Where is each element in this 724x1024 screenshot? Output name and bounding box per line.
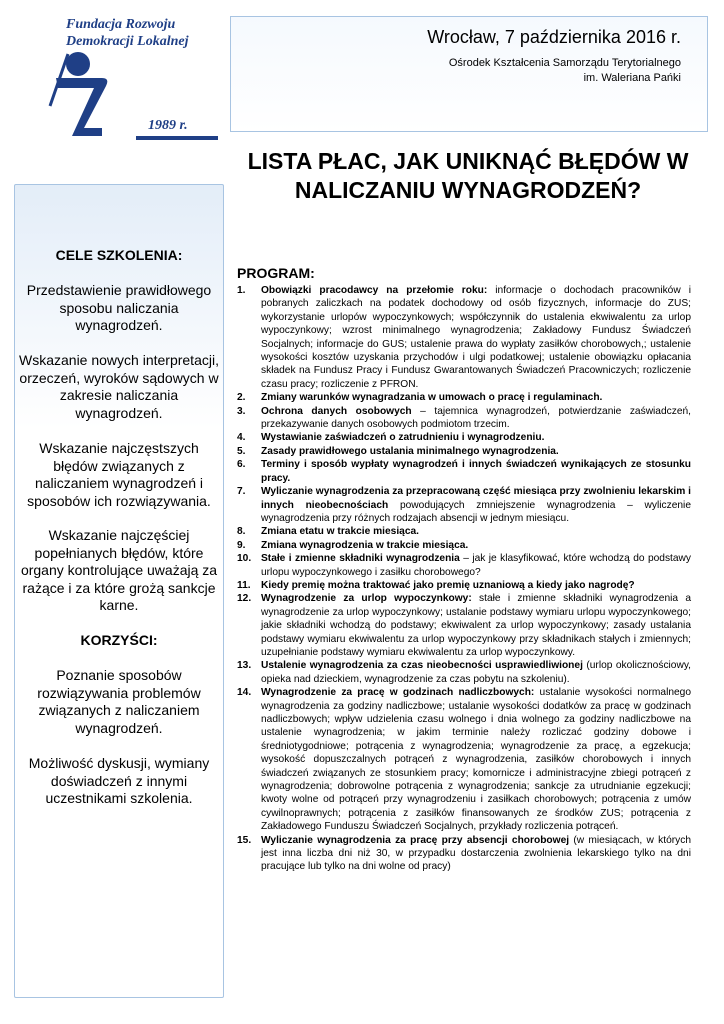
item-number: 11. xyxy=(237,579,251,591)
program-item xyxy=(237,552,691,579)
sidebar-panel xyxy=(14,184,224,998)
program-item xyxy=(237,659,691,686)
item-text: Zasady prawidłowego ustalania minimalnego wynagrodzenia. xyxy=(261,445,559,457)
organizer-line-2: im. Waleriana Pańki xyxy=(583,72,681,84)
program-item xyxy=(237,405,691,432)
item-number: 3. xyxy=(237,405,246,417)
program-list xyxy=(237,284,691,874)
goal-item: Wskazanie nowych interpretacji, orzeczeń, wyroków sądowych w zakresie naliczania wynagrodzeń. xyxy=(19,352,219,421)
item-number: 12. xyxy=(237,593,252,605)
program-item xyxy=(237,284,691,391)
item-text: Wyliczanie wynagrodzenia za pracę przy absencji chorobowej (w miesiącach, w których jest inna liczba dni niż 30, w przypadku dostarczenia zwolnienia lekarskiego tylko na dni pracujące lub tylko na dni wolne od pracy) xyxy=(261,834,691,873)
item-number: 7. xyxy=(237,486,246,498)
program-item xyxy=(237,525,691,538)
item-number: 6. xyxy=(237,459,246,471)
item-number: 15. xyxy=(237,834,252,846)
item-number: 2. xyxy=(237,392,246,404)
item-text: Wyliczanie wynagrodzenia za przepracowaną część miesiąca przy zwolnieniu lekarskim i innych nieobecnościach powodujących zmniejszenie wynagrodzenia – wyliczenie wynagrodzenia przy różnych rodzajach absencji w jednym miesiącu. xyxy=(261,486,691,524)
item-text: Ustalenie wynagrodzenia za czas nieobecności usprawiedliwionej (urlop okolicznościowy, opieka nad dzieckiem, wynagrodzenie za czas pobytu na szkoleniu). xyxy=(261,660,691,685)
item-text: Zmiana wynagrodzenia w trakcie miesiąca. xyxy=(261,539,469,551)
program-item xyxy=(237,391,691,404)
item-number: 1. xyxy=(237,285,246,296)
goal-item: Wskazanie najczęściej popełnianych błędów, które organy kontrolujące uważają za rażące i za które grożą sankcje karne. xyxy=(20,527,218,613)
item-text: Obowiązki pracodawcy na przełomie roku: informacje o dochodach pracowników i pobranych zaliczkach na podatek dochodowy od osób fizycznych, informacje do ZUS; wykorzystanie urlopów wypoczynkowych; współczynnik do ustalenia ekwiwalentu za urlop wypoczynkowy; wzrost minimalnego wynagrodzenia; Zakładowy Fundusz Świadczeń Socjalnych; informacje do GUS; ustalenie prawa do wypłaty zasiłków chorobowych,; ustalenie wysokości kosztów uzyskania przychodów i ulgi podatkowej; ustalenie obowiązku opłacania składek na Fundusz Pracy i Fundusz Gwarantowanych Świadczeń Pracowniczych; rozliczenie czasu pracy; rozliczenie z PFRON. xyxy=(261,285,691,390)
program-item xyxy=(237,686,691,833)
header-box xyxy=(230,16,708,132)
logo-underline xyxy=(136,136,218,140)
item-number: 9. xyxy=(237,539,246,551)
item-text: Kiedy premię można traktować jako premię uznaniową a kiedy jako nagrodę? xyxy=(261,579,635,591)
logo-name: Fundacja Rozwoju Demokracji Lokalnej xyxy=(66,17,189,49)
item-text: Zmiany warunków wynagradzania w umowach o pracę i regulaminach. xyxy=(261,392,603,404)
item-number: 13. xyxy=(237,660,252,672)
item-text: Wynagrodzenie za pracę w godzinach nadliczbowych: ustalanie wysokości normalnego wynagrodzenia za godziny nadliczbowe; ustalanie wysokości dodatków za pracę w godzinach nadliczbowych; wpływ udzielenia czasu wolnego i dnia wolnego za godziny nadliczbowe na ustalenie wynagrodzenia; w jakim terminie należy rozliczać godziny dobowe i średniotygodniowe; potrącenia z wynagrodzenia; wynagrodzenie za pracę, a egzekucja; wysokość dopuszczalnych potrąceń z wynagrodzenia, zasiłków chorobowych i innych świadczeń związanych ze stosunkiem pracy; komornicze i administracyjne zbiegi potrąceń z wynagrodzenia; dobrowolne potrącenia z wynagrodzenia; sankcje za utrudnianie egzekucji; kwoty wolne od potrąceń przy wynagrodzeniu i zasiłkach chorobowych; potrącenia z umów cywilnoprawnych; potrącenia z zasiłków finansowanych ze środków ZUS; potrącenia z Zakładowego Funduszu Świadczeń Socjalnych, przykłady rozliczenia potrąceń. xyxy=(261,687,691,833)
program-item xyxy=(237,431,691,444)
logo-year: 1989 r. xyxy=(148,118,188,133)
benefit-item: Możliwość dyskusji, wymiany doświadczeń z innymi uczestnikami szkolenia. xyxy=(28,755,210,806)
program-item xyxy=(237,834,691,874)
program-item xyxy=(237,458,691,485)
item-number: 10. xyxy=(237,553,252,565)
program-item xyxy=(237,579,691,592)
item-number: 4. xyxy=(237,432,246,444)
document-title: LISTA PŁAC, JAK UNIKNĄĆ BŁĘDÓW W NALICZANIU WYNAGRODZEŃ? xyxy=(247,148,689,203)
program-item xyxy=(237,445,691,458)
benefit-item: Poznanie sposobów rozwiązywania problemów związanych z naliczaniem wynagrodzeń. xyxy=(37,667,201,736)
item-text: Stałe i zmienne składniki wynagrodzenia – jak je klasyfikować, które wchodzą do podstawy urlopu wypoczynkowego i zasiłku chorobowego? xyxy=(261,553,692,578)
goal-item: Wskazanie najczęstszych błędów związanych z naliczaniem wynagrodzeń i sposobów ich rozwiązywania. xyxy=(27,440,211,509)
item-text: Terminy i sposób wypłaty wynagrodzeń i innych świadczeń wynikających ze stosunku pracy. xyxy=(261,459,691,484)
foundation-logo xyxy=(44,12,222,142)
program-item xyxy=(237,539,691,552)
item-text: Wynagrodzenie za urlop wypoczynkowy: stałe i zmienne składniki wynagrodzenia a wynagrodzenie za urlop wypoczynkowy; ustalanie podstawy wymiaru urlopu wypoczynkowego; jakie składniki wchodzą do podstawy; ekwiwalent za urlop wypoczynkowy; zasady ustalania podstawy wymiaru ekwiwalentu za urlop wypoczynkowy przy składnikach stałych i zmiennych; uzupełnianie podstawy wymiaru ekwiwalentu za urlop wypoczynkowy. xyxy=(261,593,691,658)
item-number: 14. xyxy=(237,687,252,699)
organizer-line-1: Ośrodek Kształcenia Samorządu Terytorialnego xyxy=(448,57,681,69)
goals-heading: CELE SZKOLENIA: xyxy=(55,247,183,263)
program-heading: PROGRAM: xyxy=(237,265,315,281)
item-text: Zmiana etatu w trakcie miesiąca. xyxy=(261,526,419,538)
benefits-heading: KORZYŚCI: xyxy=(80,632,158,648)
goal-item: Przedstawienie prawidłowego sposobu naliczania wynagrodzeń. xyxy=(26,282,212,333)
document-date: Wrocław, 7 października 2016 r. xyxy=(427,27,681,47)
item-number: 8. xyxy=(237,526,246,538)
figure-logo-icon xyxy=(44,48,134,144)
item-number: 5. xyxy=(237,445,246,457)
item-text: Ochrona danych osobowych – tajemnica wynagrodzeń, potwierdzanie zaświadczeń, przekazywanie danych osobowych podmiotom trzecim. xyxy=(261,405,691,431)
item-text: Wystawianie zaświadczeń o zatrudnieniu i wynagrodzeniu. xyxy=(261,432,545,444)
program-item xyxy=(237,485,691,525)
program-item xyxy=(237,592,691,659)
